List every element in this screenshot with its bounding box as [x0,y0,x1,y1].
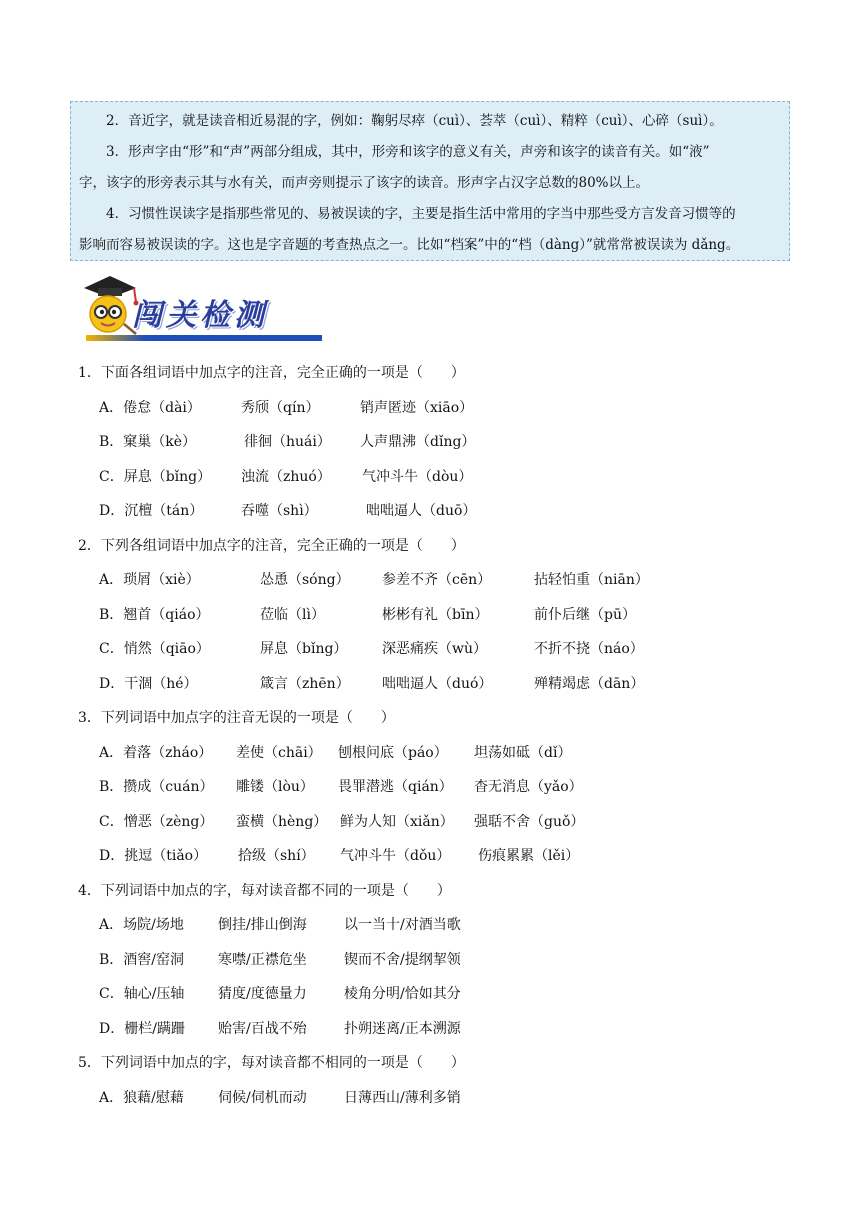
option-row [78,908,798,943]
option-row [78,736,798,771]
option-row [78,667,798,702]
option-item: C．憎恶（zèng） [99,813,214,830]
option-row [78,391,798,426]
option-item: 寒噤/正襟危坐 [218,951,307,968]
option-item: C．屏息（bǐng） [99,468,212,485]
option-item: 锲而不舍/提纲挈领 [344,951,461,968]
note-line: 4．习惯性误读字是指那些常见的、易被误读的字，主要是指生活中常用的字当中那些受方言发音习惯等的 [106,206,736,222]
option-item: A．着落（zháo） [99,744,213,761]
option-item: 鲜为人知（xiǎn） [340,813,454,830]
option-item: 吞噬（shì） [241,503,318,519]
option-item: A．琐屑（xiè） [99,572,200,588]
question-stem: 2．下列各组词语中加点字的注音，完全正确的一项是（ ） [78,537,465,554]
banner-underline [86,335,322,341]
option-row [78,425,798,460]
question-1 [78,356,798,529]
option-row [78,839,798,874]
question-5 [78,1046,798,1115]
option-item: B．窠巢（kè） [99,434,197,450]
option-item: 棱角分明/恰如其分 [344,986,461,1002]
option-item: 殚精竭虑（dān） [534,675,645,692]
option-item: 彬彬有礼（bīn） [382,606,489,623]
option-item: 猜度/度德量力 [218,986,307,1002]
option-row [78,770,798,805]
option-item: 扑朔迷离/正本溯源 [344,1020,461,1037]
option-row [78,1012,798,1047]
option-item: 咄咄逼人（duó） [382,675,493,692]
question-3 [78,701,798,874]
option-row [78,632,798,667]
knowledge-notes-box [70,101,790,261]
option-item: D．干涸（hé） [99,675,198,692]
question-2 [78,529,798,702]
option-item: A．倦怠（dài） [99,399,201,416]
option-item: B．翘首（qiáo） [99,606,210,623]
option-item: 杳无消息（yǎo） [474,779,583,795]
option-item: 蛮横（hèng） [236,813,328,830]
section-banner [78,272,323,344]
option-item: 屏息（bǐng） [260,641,348,657]
option-row [78,1081,798,1116]
option-item: 前仆后继（pū） [534,606,636,623]
option-item: 莅临（lì） [260,606,325,623]
option-item: 强聒不舍（guǒ） [474,813,585,830]
option-item: B．酒窖/窑洞 [99,951,185,968]
option-item: 差使（chāi） [236,744,322,761]
option-item: D．沉檀（tán） [99,503,204,519]
option-row [78,494,798,529]
option-item: 气冲斗牛（dǒu） [340,848,451,864]
option-item: 畏罪潜逃（qián） [338,779,453,795]
option-item: 倒挂/排山倒海 [218,917,307,933]
option-item: 日薄西山/薄利多销 [344,1089,461,1106]
option-item: B．攒成（cuán） [99,779,214,795]
option-item: C．悄然（qiāo） [99,641,210,657]
question-4 [78,874,798,1047]
option-item: 人声鼎沸（dǐng） [360,434,476,450]
option-row [78,943,798,978]
banner-title: 闯关检测 [132,298,268,333]
option-item: 伤痕累累（lěi） [478,848,580,864]
option-item: 徘徊（huái） [244,434,331,450]
option-item: 深恶痛疾（wù） [382,641,487,657]
option-item: 坦荡如砥（dǐ） [474,744,572,761]
option-item: 拈轻怕重（niān） [534,572,649,588]
option-item: 咄咄逼人（duō） [366,503,477,519]
option-row [78,977,798,1012]
note-line: 字，该字的形旁表示其与水有关，而声旁则提示了该字的读音。形声字占汉字总数的80%以上。 [79,175,650,191]
question-stem: 5．下列词语中加点的字，每对读音都不相同的一项是（ ） [78,1055,465,1071]
note-line: 2．音近字，就是读音相近易混的字，例如：鞠躬尽瘁（cuì）、荟萃（cuì）、精粹（cuì）、心碎（suì）。 [106,113,723,129]
option-item: 以一当十/对酒当歌 [344,917,461,933]
option-item: 贻害/百战不殆 [218,1020,307,1037]
option-row [78,598,798,633]
option-item: 拾级（shí） [238,848,315,864]
question-stem: 4．下列词语中加点的字，每对读音都不同的一项是（ ） [78,882,451,899]
option-item: 销声匿迹（xiāo） [360,399,474,416]
question-stem: 3．下列词语中加点字的注音无误的一项是（ ） [78,710,395,726]
option-item: 怂恿（sóng） [260,572,350,588]
question-list [78,356,798,1115]
option-item: 不折不挠（náo） [534,641,644,657]
option-item: 箴言（zhēn） [260,675,350,692]
option-item: 参差不齐（cēn） [382,572,492,588]
option-item: D．栅栏/蹒跚 [99,1020,185,1037]
option-row [78,460,798,495]
note-line: 影响而容易被误读的字。这也是字音题的考查热点之一。比如“档案”中的“档（dàng）”就常常被误读为 dǎng。 [79,237,740,253]
option-item: C．轴心/压轴 [99,986,185,1002]
option-item: A．狼藉/慰藉 [99,1089,184,1106]
option-row [78,563,798,598]
option-item: 气冲斗牛（dòu） [362,468,473,485]
note-line: 3．形声字由“形”和“声”两部分组成，其中，形旁和该字的意义有关，声旁和该字的读音有关。如“液” [106,144,710,160]
option-item: 雕镂（lòu） [236,779,314,795]
option-item: 刨根问底（páo） [338,744,448,761]
option-item: 浊流（zhuó） [241,468,331,485]
option-row [78,805,798,840]
option-item: A．场院/场地 [99,917,184,933]
question-stem: 1．下面各组词语中加点字的注音，完全正确的一项是（ ） [78,365,465,381]
option-item: 伺候/伺机而动 [218,1089,307,1106]
option-item: 秀颀（qín） [241,399,320,416]
option-item: D．挑逗（tiǎo） [99,848,208,864]
